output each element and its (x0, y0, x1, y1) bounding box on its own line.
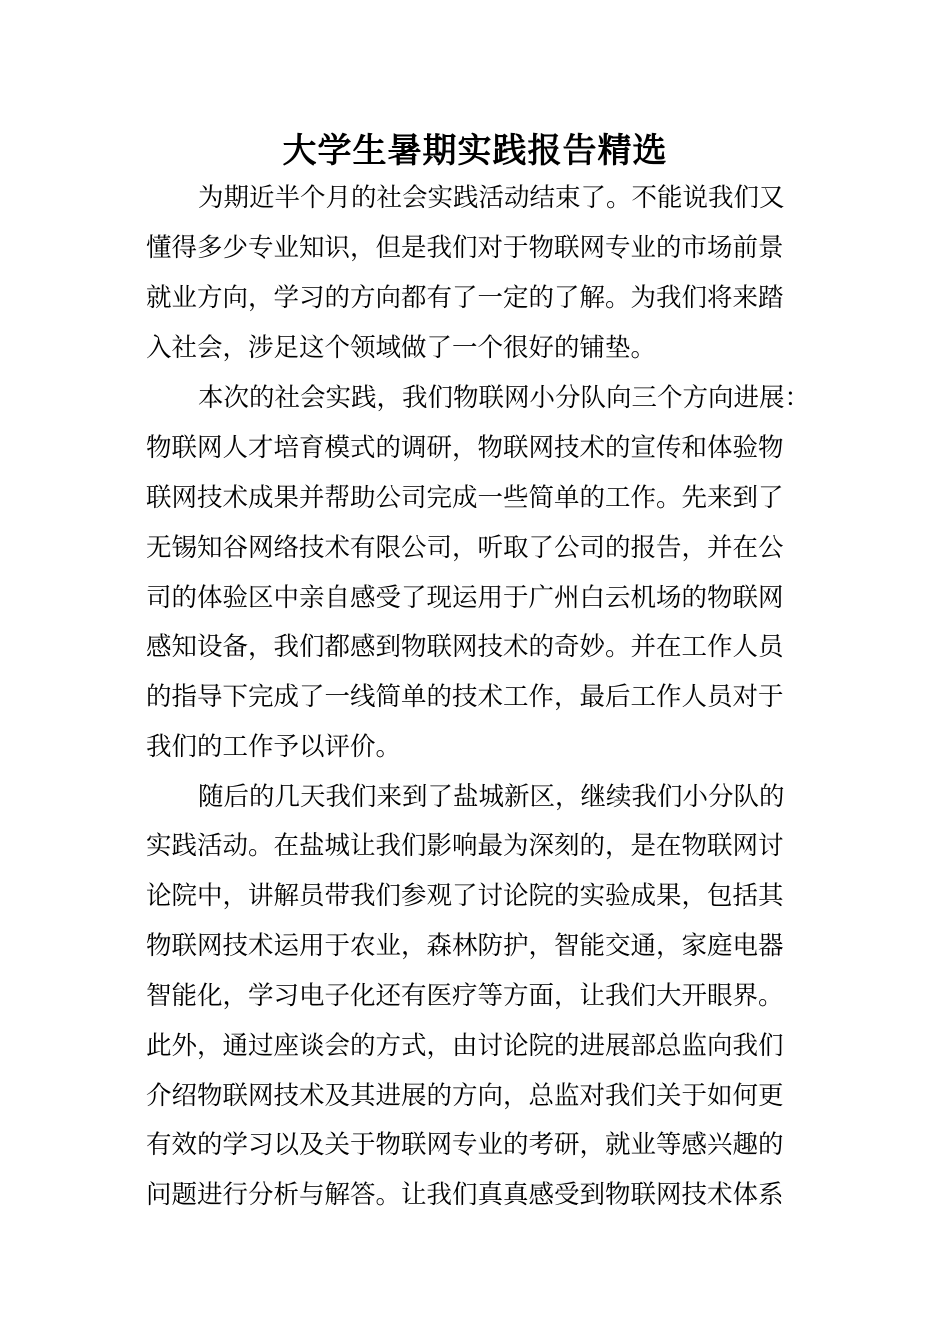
paragraph-line: 无锡知谷网络技术有限公司，听取了公司的报告，并在公 (146, 533, 784, 563)
paragraph-line: 物联网技术运用于农业，森林防护，智能交通，家庭电器 (146, 931, 784, 961)
paragraph-line: 就业方向，学习的方向都有了一定的了解。为我们将来踏 (146, 283, 784, 313)
paragraph-line: 入社会，涉足这个领域做了一个很好的铺垫。 (146, 333, 657, 363)
document-title: 大学生暑期实践报告精选 (282, 131, 668, 171)
paragraph-line: 我们的工作予以评价。 (146, 732, 402, 762)
paragraph-line: 论院中，讲解员带我们参观了讨论院的实验成果，包括其 (146, 881, 784, 911)
paragraph-line: 本次的社会实践，我们物联网小分队向三个方向进展： (198, 383, 811, 413)
paragraph-line: 随后的几天我们来到了盐城新区，继续我们小分队的 (198, 782, 785, 812)
paragraph-line: 实践活动。在盐城让我们影响最为深刻的，是在物联网讨 (146, 831, 784, 861)
paragraph-line: 有效的学习以及关于物联网专业的考研，就业等感兴趣的 (146, 1130, 784, 1160)
paragraph-line: 的指导下完成了一线简单的技术工作，最后工作人员对于 (146, 682, 784, 712)
paragraph-line: 懂得多少专业知识，但是我们对于物联网专业的市场前景 (146, 233, 784, 263)
paragraph-line: 联网技术成果并帮助公司完成一些简单的工作。先来到了 (146, 483, 784, 513)
paragraph-line: 问题进行分析与解答。让我们真真感受到物联网技术体系 (146, 1180, 784, 1210)
paragraph-line: 物联网人才培育模式的调研，物联网技术的宣传和体验物 (146, 433, 784, 463)
paragraph-line: 智能化，学习电子化还有医疗等方面，让我们大开眼界。 (146, 981, 784, 1011)
paragraph-line: 司的体验区中亲自感受了现运用于广州白云机场的物联网 (146, 583, 784, 613)
paragraph-line: 介绍物联网技术及其进展的方向，总监对我们关于如何更 (146, 1081, 784, 1111)
paragraph-line: 此外，通过座谈会的方式，由讨论院的进展部总监向我们 (146, 1031, 784, 1061)
paragraph-line: 感知设备，我们都感到物联网技术的奇妙。并在工作人员 (146, 632, 784, 662)
paragraph-line: 为期近半个月的社会实践活动结束了。不能说我们又 (198, 183, 785, 213)
